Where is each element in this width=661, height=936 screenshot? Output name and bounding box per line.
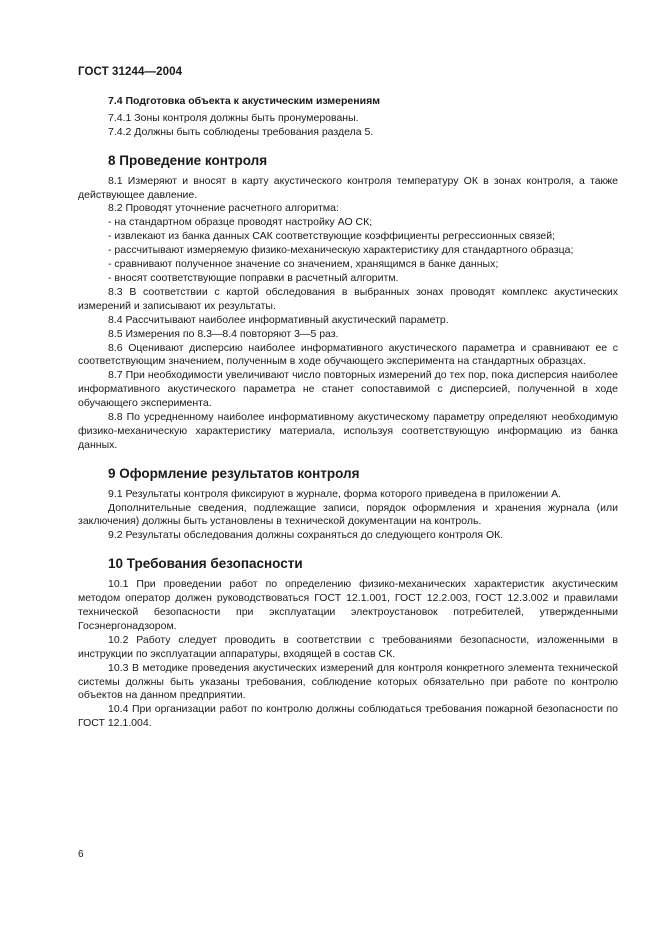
list-item: - извлекают из банка данных САК соответствующие коэффициенты регрессионных связей; [108,230,556,243]
clause-8-4: 8.4 Рассчитывают наиболее информативный акустический параметр. [108,313,449,326]
clause-8-5: 8.5 Измерения по 8.3—8.4 повторяют 3—5 раз. [108,327,339,340]
clause-8-1: 8.1 Измеряют и вносят в карту акустического контроля температуру ОК в зонах контроля, а также действующее давление. [78,174,618,201]
clause-7-4-2: 7.4.2 Должны быть соблюдены требования раздела 5. [108,125,374,138]
clause-7-4-1: 7.4.1 Зоны контроля должны быть пронумерованы. [108,111,359,124]
clause-9-1: 9.1 Результаты контроля фиксируют в журнале, форма которого приведена в приложении А. [108,487,562,500]
clause-9-2: 9.2 Результаты обследования должны сохраняться до следующего контроля ОК. [108,529,504,542]
clause-10-4: 10.4 При организации работ по контролю должны соблюдаться требования пожарной безопасности по ГОСТ 12.1.004. [78,703,618,730]
list-item: - сравнивают полученное значение со значением, хранящимся в банке данных; [108,258,499,271]
list-item: - рассчитывают измеряемую физико-механическую характеристику для стандартного образца; [108,244,574,257]
clause-8-3: 8.3 В соответствии с картой обследования в выбранных зонах проводят комплекс акустических измерений и записывают их результаты. [78,285,618,312]
clause-8-7: 8.7 При необходимости увеличивают число повторных измерений до тех пор, пока дисперсия наиболее информативного акустического параметра не станет сопоставимой с дисперсией, полученной в ходе обучающего эксперимента. [78,369,618,410]
clause-8-2: 8.2 Проводят уточнение расчетного алгоритма: [108,202,339,215]
document-code-header: ГОСТ 31244—2004 [78,66,183,78]
clause-8-8: 8.8 По усредненному наиболее информативному акустическому параметру определяют необходимую физико-механическую характеристику материала, используя соответствующую информацию из банка данных. [78,411,618,451]
clause-10-3: 10.3 В методике проведения акустических измерений для контроля конкретного элемента технической системы должны быть указаны требования, соблюдение которых обязательно при работе по контролю объектов на данном предприятии. [78,661,618,702]
clause-8-6: 8.6 Оценивают дисперсию наиболее информативного акустического параметра и сравнивают ее с соответствующим значением, полученным в ходе обучающего эксперимента на стандартных образцах. [78,341,618,368]
list-item: - вносят соответствующие поправки в расчетный алгоритм. [108,271,399,284]
section-title-10: 10 Требования безопасности [108,556,303,572]
clause-9-1-continued: Дополнительные сведения, подлежащие записи, порядок оформления и хранения журнала (или заключения) должны быть установлены в технической документации на контроль. [78,501,618,528]
document-body [78,95,618,731]
clause-10-2: 10.2 Работу следует проводить в соответствии с требованиями безопасности, изложенными в инструкции по эксплуатации аппаратуры, входящей в состав СК. [78,633,618,660]
section-title-8: 8 Проведение контроля [108,152,268,168]
section-title-9: 9 Оформление результатов контроля [108,465,360,481]
page-number: 6 [78,849,84,860]
list-item: - на стандартном образце проводят настройку АО СК; [108,216,373,229]
clause-10-1: 10.1 При проведении работ по определению физико-механических характеристик акустическим методом оператор должен руководствоваться ГОСТ 12.1.001, ГОСТ 12.2.003, ГОСТ 12.3.002 и правилами технической безопасности при эксплуатации электроустановок потребителей, утвержденными Госэнергонадзором. [78,578,618,632]
subsection-title-7-4: 7.4 Подготовка объекта к акустическим измерениям [108,95,380,107]
